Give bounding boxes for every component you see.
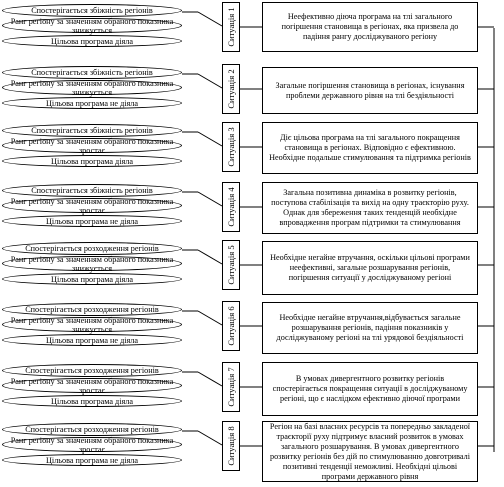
situation-label-box xyxy=(222,2,240,52)
situation-label: Ситуація 5 xyxy=(226,245,236,285)
situation-label-box xyxy=(222,182,240,232)
connector-line xyxy=(198,311,222,325)
situation-label-box xyxy=(222,362,240,412)
situation-description: Загальне погіршення становища в регіонах, існування проблеми державного рівня на тлі бездіяльності xyxy=(262,67,478,114)
condition-oval: Цільова програма діяла xyxy=(2,155,182,167)
condition-oval: Спостерігається збіжність регіонів xyxy=(2,184,182,197)
condition-oval: Цільова програма діяла xyxy=(2,35,182,47)
condition-oval: Ранг регіону за значенням обраного показника зростає xyxy=(2,138,182,153)
condition-oval: Спостерігається збіжність регіонів xyxy=(2,124,182,137)
connector-line xyxy=(198,12,222,26)
condition-oval: Цільова програма не діяла xyxy=(2,97,182,109)
situation-label-box xyxy=(222,301,240,351)
situation-description: Необхідне негайне втручання,відбувається загальне розшарування регіонів, падіння показників у досліджуваному регіоні на тлі урядової бездіяльності xyxy=(262,302,478,354)
condition-oval: Ранг регіону за значенням обраного показника знижується xyxy=(2,317,182,332)
condition-oval: Цільова програма не діяла xyxy=(2,215,182,227)
connector-line xyxy=(198,372,222,386)
condition-oval: Цільова програма не діяла xyxy=(2,334,182,346)
condition-oval: Ранг регіону за значенням обраного показника знижується xyxy=(2,80,182,95)
connector-line xyxy=(198,192,222,206)
situation-label: Ситуація 3 xyxy=(226,127,236,167)
condition-oval: Ранг регіону за значенням обраного показника зростає xyxy=(2,437,182,452)
connector-line xyxy=(198,250,222,264)
condition-oval: Ранг регіону за значенням обраного показника зростає xyxy=(2,198,182,213)
condition-oval: Спостерігається збіжність регіонів xyxy=(2,66,182,79)
condition-oval: Спостерігається розходження регіонів xyxy=(2,364,182,377)
situation-label: Ситуація 4 xyxy=(226,187,236,227)
condition-oval: Цільова програма діяла xyxy=(2,273,182,285)
situation-label: Ситуація 2 xyxy=(226,69,236,109)
connector-line xyxy=(198,74,222,88)
situation-description: Необхідне негайне втручання, оскільки цільові програми неефективні, загальне розшарування регіонів, погіршення ситуації у досліджуваному регіоні xyxy=(262,241,478,295)
condition-oval: Цільова програма не діяла xyxy=(2,454,182,466)
situation-description: Діє цільова програма на тлі загального покращення становища в регіонах. Відповідно є ефективною. Необхідне подальше стимулювання та підтримка регіонів xyxy=(262,122,478,174)
condition-oval: Спостерігається збіжність регіонів xyxy=(2,4,182,17)
situation-label: Ситуація 8 xyxy=(226,426,236,466)
connector-line xyxy=(198,132,222,146)
situation-label-box xyxy=(222,64,240,114)
condition-oval: Спостерігається розходження регіонів xyxy=(2,303,182,316)
condition-oval: Ранг регіону за значенням обраного показника знижується xyxy=(2,256,182,271)
situation-label: Ситуація 1 xyxy=(226,7,236,47)
situation-label-box xyxy=(222,122,240,172)
situation-description: Загальна позитивна динаміка в розвитку регіонів, поступова стабілізація та вихід на одну траєкторію руху. Однак для збереження таких тенденцій необхідне впровадження програм підтримки та стимулювання xyxy=(262,182,478,234)
situation-description: В умовах дивергентного розвитку регіонів спостерігається покращення ситуації в досліджуваному регіоні, що є наслідком ефективно діючої програми xyxy=(262,362,478,416)
situation-description: Регіон на базі власних ресурсів та попередньо закладеної траєкторії руху підтримує власний розвиток в умовах загального розшарування. В умовах дивергентного розвитку регіонів без дій по стимулюванню довготривалі позитивні тенденції неможливі. Необхідні цільові програми державного рівня xyxy=(262,421,478,482)
condition-oval: Цільова програма діяла xyxy=(2,395,182,407)
situation-label: Ситуація 7 xyxy=(226,367,236,407)
connector-line xyxy=(198,431,222,445)
condition-oval: Ранг регіону за значенням обраного показника знижується xyxy=(2,18,182,33)
condition-oval: Спостерігається розходження регіонів xyxy=(2,242,182,255)
situation-label-box xyxy=(222,240,240,290)
situation-label-box xyxy=(222,421,240,471)
condition-oval: Ранг регіону за значенням обраного показника зростає xyxy=(2,378,182,393)
situation-label: Ситуація 6 xyxy=(226,306,236,346)
condition-oval: Спостерігається розходження регіонів xyxy=(2,423,182,436)
situation-description: Неефективно діюча програма на тлі загального погіршення становища в регіонах, яка призвела до падіння рангу досліджуваного регіону xyxy=(262,2,478,52)
